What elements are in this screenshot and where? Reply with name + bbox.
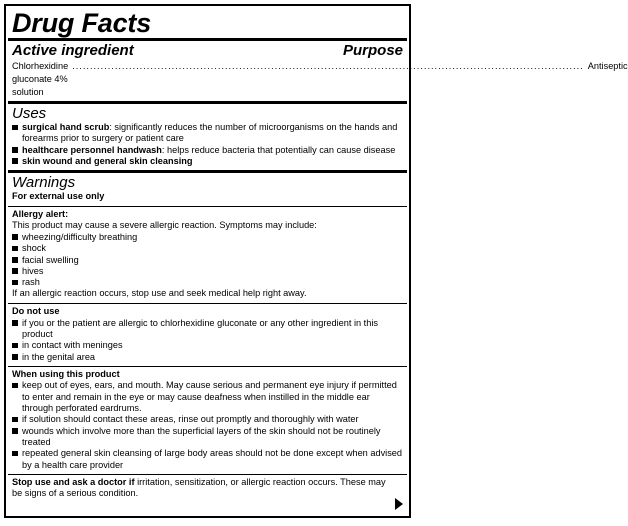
- bullet-square-icon: [12, 125, 18, 131]
- list-item: wounds which involve more than the superficial layers of the skin should not be routinely treated: [12, 426, 403, 449]
- bullet-square-icon: [12, 451, 18, 457]
- list-item: skin wound and general skin cleansing: [12, 156, 403, 167]
- allergy-alert-text: This product may cause a severe allergic reaction. Symptoms may include:: [12, 220, 317, 231]
- list-item: healthcare personnel handwash: helps reduce bacteria that potentially can cause disease: [12, 145, 403, 156]
- list-item: in contact with meninges: [12, 340, 403, 351]
- bullet-square-icon: [12, 158, 18, 164]
- uses-list: [6, 122, 409, 167]
- list-item: facial swelling: [12, 255, 403, 266]
- warnings-title: Warnings: [12, 174, 76, 192]
- bullet-square-icon: [12, 257, 18, 263]
- continue-arrow-icon: [395, 498, 403, 510]
- bullet-square-icon: [12, 147, 18, 153]
- allergy-symptom-list: [6, 232, 409, 288]
- list-item: repeated general skin cleansing of large body areas should not be done except when advised by a health care provider: [12, 448, 403, 471]
- drug-facts-panel: [4, 4, 628, 518]
- external-use-text: For external use only: [12, 191, 105, 202]
- drug-facts-title: Drug Facts: [12, 8, 152, 38]
- bullet-square-icon: [12, 428, 18, 434]
- stop-use-text: Stop use and ask a doctor if irritation, sensitization, or allergic reaction occurs. These may be signs of a serious condition.: [12, 476, 386, 499]
- bullet-square-icon: [12, 320, 18, 326]
- list-item: if solution should contact these areas, rinse out promptly and thoroughly with water: [12, 414, 403, 425]
- active-ingredient-header: Active ingredient: [12, 42, 134, 59]
- list-item: rash: [12, 277, 403, 288]
- bullet-square-icon: [12, 417, 18, 423]
- ingredient-purpose: Antiseptic: [587, 61, 628, 71]
- purpose-header: Purpose: [342, 42, 403, 59]
- list-item: surgical hand scrub: significantly reduces the number of microorganisms on the hands and forearms prior to surgery or patient care: [12, 122, 403, 145]
- ingredient-row: [6, 60, 628, 101]
- bullet-square-icon: [12, 383, 18, 389]
- leader-dots: ................................................................................................................................................: [72, 61, 584, 71]
- ingredient-name: Chlorhexidine gluconate 4% solution: [12, 61, 69, 97]
- list-item: in the genital area: [12, 352, 403, 363]
- allergy-after-text: If an allergic reaction occurs, stop use and seek medical help right away.: [12, 288, 307, 299]
- list-item: wheezing/difficulty breathing: [12, 232, 403, 243]
- uses-title: Uses: [12, 105, 47, 122]
- bullet-square-icon: [12, 343, 18, 349]
- list-item: shock: [12, 243, 403, 254]
- when-using-title: When using this product: [12, 368, 120, 379]
- allergy-alert-title: Allergy alert:: [12, 208, 69, 219]
- bullet-square-icon: [12, 354, 18, 360]
- do-not-use-list: [6, 318, 409, 363]
- list-item: hives: [12, 266, 403, 277]
- do-not-use-title: Do not use: [12, 306, 60, 317]
- when-using-list: [6, 380, 409, 470]
- active-ingredient-header-row: [6, 41, 409, 60]
- bullet-square-icon: [12, 268, 18, 274]
- list-item: if you or the patient are allergic to chlorhexidine gluconate or any other ingredient in this product: [12, 318, 403, 341]
- bullet-square-icon: [12, 234, 18, 240]
- bullet-square-icon: [12, 280, 18, 286]
- list-item: keep out of eyes, ears, and mouth. May cause serious and permanent eye injury if permitted to enter and remain in the eye or may cause deafness when instilled in the middle ear through perforated eardrums.: [12, 380, 403, 414]
- bullet-square-icon: [12, 246, 18, 252]
